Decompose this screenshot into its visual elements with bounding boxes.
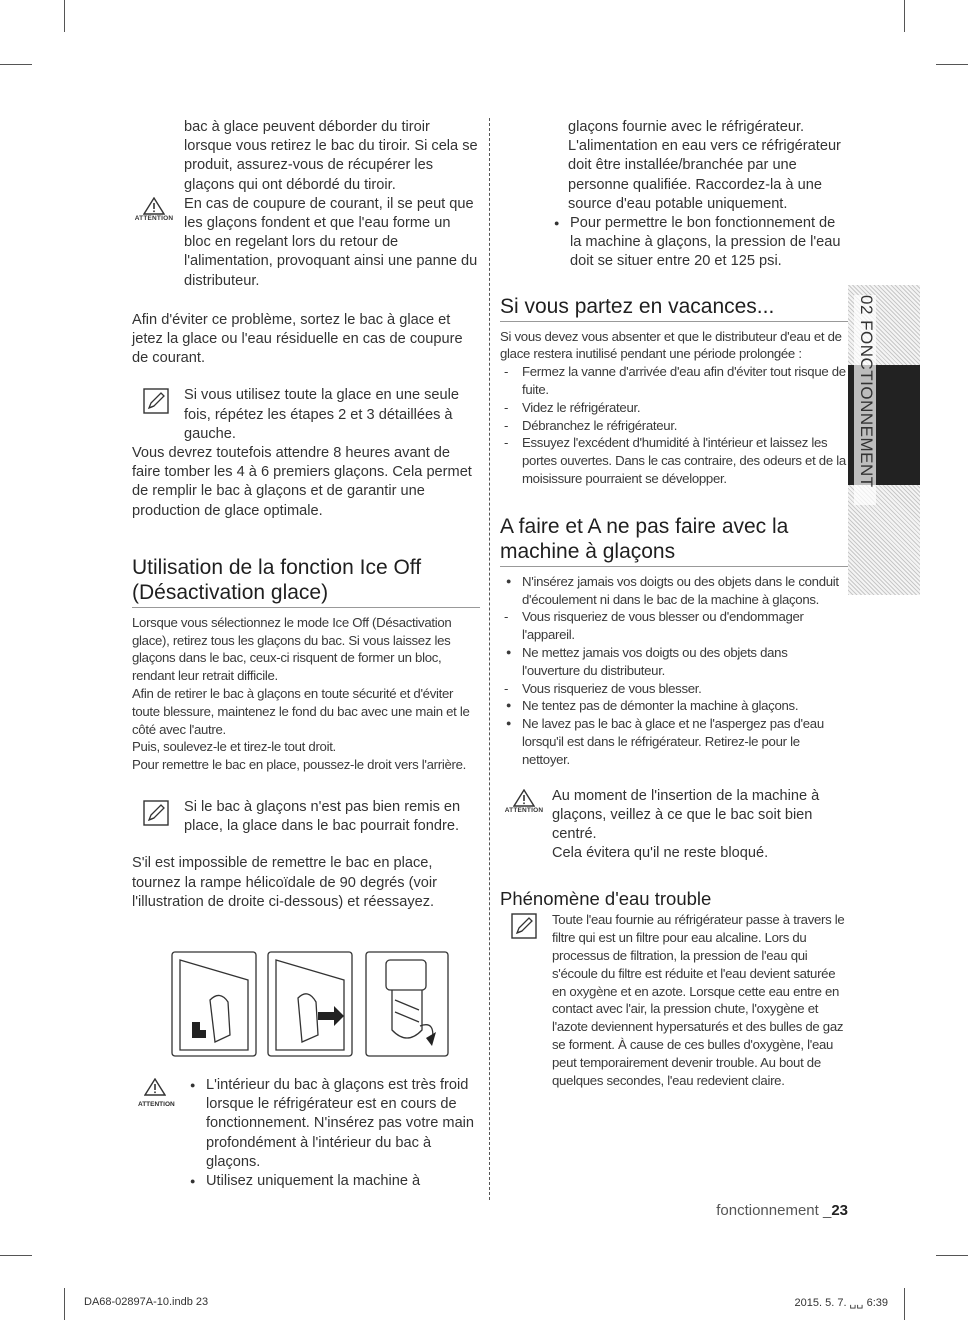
print-info-right: 2015. 5. 7. ␣␣ 6:39: [794, 1297, 888, 1309]
small-paragraph: Puis, soulevez-le et tirez-le tout droit.: [132, 739, 336, 755]
small-paragraph: Si vous devez vous absenter et que le distributeur d'eau et de glace restera inutilisé pendant une période prolongée :: [500, 328, 842, 362]
subsection-heading: Phénomène d'eau trouble: [500, 888, 712, 910]
small-paragraph: Pour remettre le bac en place, poussez-le droit vers l'arrière.: [132, 757, 466, 773]
section-heading-wrap: [500, 514, 848, 567]
caution-block-bottom: [132, 1076, 480, 1191]
caution-label: ATTENTION: [138, 1101, 175, 1108]
section-heading-wrap: [500, 294, 848, 322]
crop-mark: [904, 0, 905, 32]
caution-lead-text: bac à glace peuvent déborder du tiroir lorsque vous retirez le bac du tiroir. Si cela se produit, assurez-vous de récupérer les glaçons qui ont débordé du tiroir.: [184, 119, 478, 193]
warning-triangle-icon: [134, 197, 174, 222]
left-column: [132, 118, 480, 912]
chapter-tab-label: 02 FONCTIONNEMENT: [854, 295, 876, 505]
note-block: [132, 386, 480, 444]
caution-text: Cela évitera qu'il ne reste bloqué.: [552, 845, 769, 862]
caution-list: [184, 1076, 480, 1191]
section-heading: A faire et A ne pas faire avec la machine à glaçons: [500, 514, 789, 563]
note-text: Toute l'eau fournie au réfrigérateur passe à travers le filtre qui est un filtre pour eau alcaline. Lors du processus de filtration, la pression de l'eau qui s'écoule du filtre est réduite et l'eau devient saturée en oxygène et en azote. Lorsque cette eau entre en contact avec l'air, la pression chute, l'oxygène et l'azote deviennent hypersaturés et des bulles de gaz se forment. À cause de ces bulles d'oxygène, l'eau peut temporairement devenir trouble. Au bout de quelques secondes, l'eau redevient claire.: [552, 912, 845, 1088]
small-paragraph: Afin de retirer le bac à glaçons en toute sécurité et d'éviter toute blessure, maintenez le fond du bac avec une main et le côté avec l'autre.: [132, 686, 470, 737]
note-pencil-icon: [136, 800, 176, 826]
section-heading-wrap: [132, 555, 480, 608]
do-list: [500, 608, 848, 644]
note-text: Si le bac à glaçons n'est pas bien remis en place, la glace dans le bac pourrait fondre.: [184, 799, 461, 835]
crop-mark: [64, 0, 65, 32]
note-pencil-icon: [136, 388, 176, 414]
section-heading: Si vous partez en vacances...: [500, 294, 775, 318]
print-info-left: DA68-02897A-10.indb 23: [84, 1296, 209, 1308]
do-list: [500, 644, 848, 680]
do-list: [500, 680, 848, 698]
crop-mark: [936, 1255, 968, 1256]
warning-triangle-icon: [138, 1078, 184, 1108]
paragraph: S'il est impossible de remettre le bac en place, tournez la rampe hélicoïdale de 90 degrés (voir l'illustration de droite ci-dessous) et réessayez.: [132, 855, 438, 910]
list-item: - Essuyez l'excédent d'humidité à l'intérieur et laissez les portes ouvertes. Dans le cas contraire, des odeurs et de la moisissure pourraient se développer.: [500, 434, 848, 487]
section-heading: Utilisation de la fonction Ice Off (Désactivation glace): [132, 555, 422, 604]
caution-block: [132, 118, 480, 291]
crop-mark: [936, 64, 968, 65]
list-item: - Videz le réfrigérateur.: [500, 399, 848, 417]
small-paragraph: Lorsque vous sélectionnez le mode Ice Off (Désactivation glace), retirez tous les glaçons du bac. Si vous laissez les glaçons dans le bac, ceux-ci risquent de former un bloc, rendant leur retrait difficile.: [132, 614, 452, 684]
list-item: ● Ne lavez pas le bac à glace et ne l'aspergez pas d'eau lorsqu'il est dans le réfrigérateur. Retirez-le pour le nettoyer.: [500, 715, 848, 768]
note-block: [500, 911, 848, 1089]
chapter-tab: [848, 285, 920, 595]
page-footer: [600, 1202, 848, 1219]
list-item: - Débranchez le réfrigérateur.: [500, 417, 848, 435]
list-item: ● Pour permettre le bon fonctionnement de la machine à glaçons, la pression de l'eau doit se situer entre 20 et 125 psi.: [548, 214, 848, 272]
do-list: [500, 573, 848, 609]
caution-block: [500, 787, 848, 864]
paragraph: Vous devrez toutefois attendre 8 heures avant de faire tomber les 4 à 6 premiers glaçons. Cela permet de remplir le bac à glaçons et de garantir une production de glace optimale.: [132, 445, 472, 519]
paragraph: Afin d'éviter ce problème, sortez le bac à glace et jetez la glace ou l'eau résiduelle en cas de coupure de courant.: [132, 311, 463, 367]
crop-mark: [0, 64, 32, 65]
ice-bucket-illustration: [170, 950, 450, 1060]
caution-text: Au moment de l'insertion de la machine à glaçons, veillez à ce que le bac soit bien centré.: [552, 787, 820, 842]
list-item: - Vous risqueriez de vous blesser ou d'endommager l'appareil.: [500, 608, 848, 644]
crop-mark: [0, 1255, 32, 1256]
list-item: ● N'insérez jamais vos doigts ou des objets dans le conduit d'écoulement ni dans le bac de la machine à glaçons.: [500, 573, 848, 609]
note-pencil-icon: [504, 913, 544, 939]
note-block: [132, 798, 480, 836]
list-item: - Fermez la vanne d'arrivée d'eau afin d'éviter tout risque de fuite.: [500, 363, 848, 399]
list-item: - Vous risqueriez de vous blesser.: [500, 680, 848, 698]
list-item: ● Utilisez uniquement la machine à: [184, 1172, 480, 1191]
continued-text: glaçons fournie avec le réfrigérateur. L'alimentation en eau vers ce réfrigérateur doit être installée/branchée par une personne qualifiée. Raccordez-la à une source d'eau potable uniquement.: [568, 119, 841, 212]
do-list: [500, 697, 848, 768]
column-divider: [489, 118, 490, 1200]
crop-mark: [904, 1288, 905, 1320]
warning-triangle-icon: [504, 789, 544, 814]
page-footer-word: fonctionnement _: [716, 1202, 832, 1219]
note-text: Si vous utilisez toute la glace en une seule fois, répétez les étapes 2 et 3 détaillées à gauche.: [184, 387, 460, 442]
crop-mark: [64, 1288, 65, 1320]
vacation-list: [500, 363, 848, 488]
list-item: ● Ne mettez jamais vos doigts ou des objets dans l'ouverture du distributeur.: [500, 644, 848, 680]
right-column: [500, 118, 848, 1089]
caution-label: ATTENTION: [134, 214, 174, 222]
caution-label: ATTENTION: [504, 806, 544, 814]
caution-body-text: En cas de coupure de courant, il se peut que les glaçons fondent et que l'eau forme un bloc en regelant lors du retour de l'alimentation, provoquant ainsi une panne du distributeur.: [184, 195, 478, 289]
page-number: 23: [831, 1202, 848, 1219]
list-item: ● Ne tentez pas de démonter la machine à glaçons.: [500, 697, 848, 715]
list-item: ● L'intérieur du bac à glaçons est très froid lorsque le réfrigérateur est en cours de fonctionnement. N'insérez pas votre main profondément à l'intérieur du bac à glaçons.: [184, 1076, 480, 1172]
bullet-list: [500, 214, 848, 272]
